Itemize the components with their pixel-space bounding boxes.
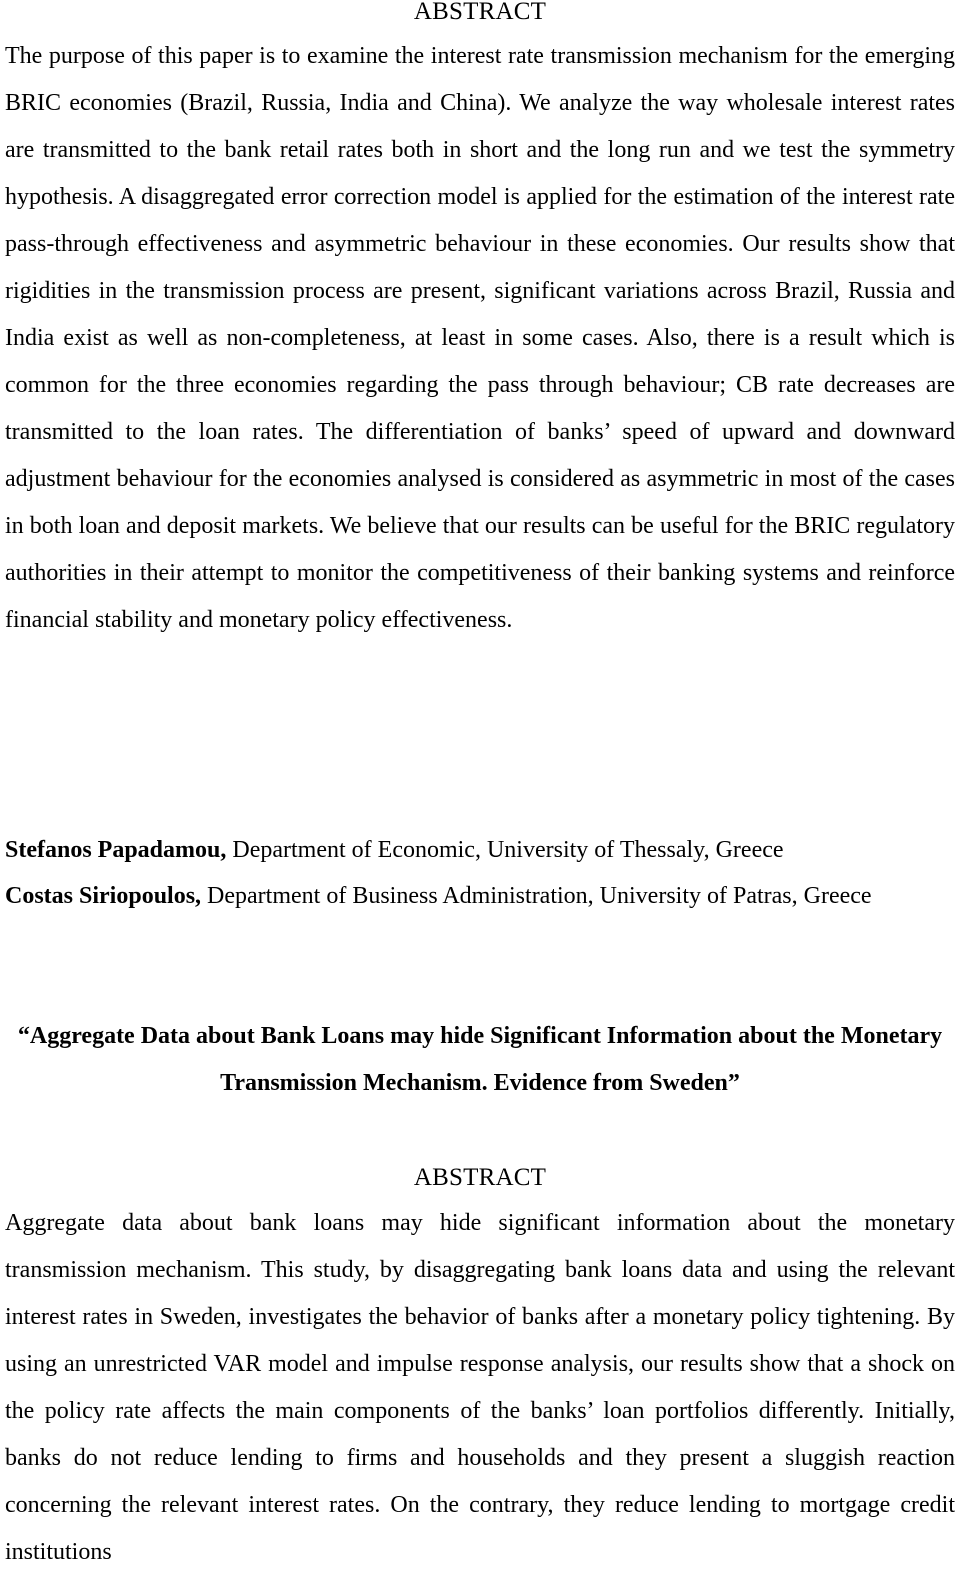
author-line-2 [5, 873, 955, 920]
paper-title: “Aggregate Data about Bank Loans may hide Significant Information about the Monetary Transmission Mechanism. Evidence from Sweden” [17, 1023, 943, 1096]
author-name-1: Stefanos Papadamou, [5, 837, 227, 863]
abstract-paragraph-1: The purpose of this paper is to examine the interest rate transmission mechanism for the emerging BRIC economies (Brazil, Russia, India and China). We analyze the way wholesale interest rates are transmitted to the bank retail rates both in short and the long run and we test the symmetry hypothesis. A disaggregated error correction model is applied for the estimation of the interest rate pass-through effectiveness and asymmetric behaviour in these economies. Our results show that rigidities in the transmission process are present, significant variations across Brazil, Russia and India exist as well as non-completeness, at least in some cases. Also, there is a result which is common for the three economies regarding the pass through behaviour; CB rate decreases are transmitted to the loan rates. The differentiation of banks’ speed of upward and downward adjustment behaviour for the economies analysed is considered as asymmetric in most of the cases in both loan and deposit markets. We believe that our results can be useful for the BRIC regulatory authorities in their attempt to monitor the competitiveness of their banking systems and reinforce financial stability and monetary policy effectiveness. [5, 43, 955, 633]
abstract-paragraph-2: Aggregate data about bank loans may hide significant information about the monetary transmission mechanism. This study, by disaggregating bank loans data and using the relevant interest rates in Sweden, investigates the behavior of banks after a monetary policy tightening. By using an unrestricted VAR model and impulse response analysis, our results show that a shock on the policy rate affects the main components of the banks’ loan portfolios differently. Initially, banks do not reduce lending to firms and households and they present a sluggish reaction concerning the relevant interest rates. On the contrary, they reduce lending to mortgage credit institutions [5, 1210, 955, 1565]
author-affiliation-1: Department of Economic, University of Thessaly, Greece [226, 837, 784, 863]
abstract-heading-1: ABSTRACT [413, 0, 547, 25]
abstract-heading-2: ABSTRACT [413, 1164, 547, 1191]
author-line-1 [5, 827, 955, 874]
author-name-2: Costas Siriopoulos, [5, 883, 202, 909]
author-affiliation-2: Department of Business Administration, University of Patras, Greece [201, 883, 872, 909]
